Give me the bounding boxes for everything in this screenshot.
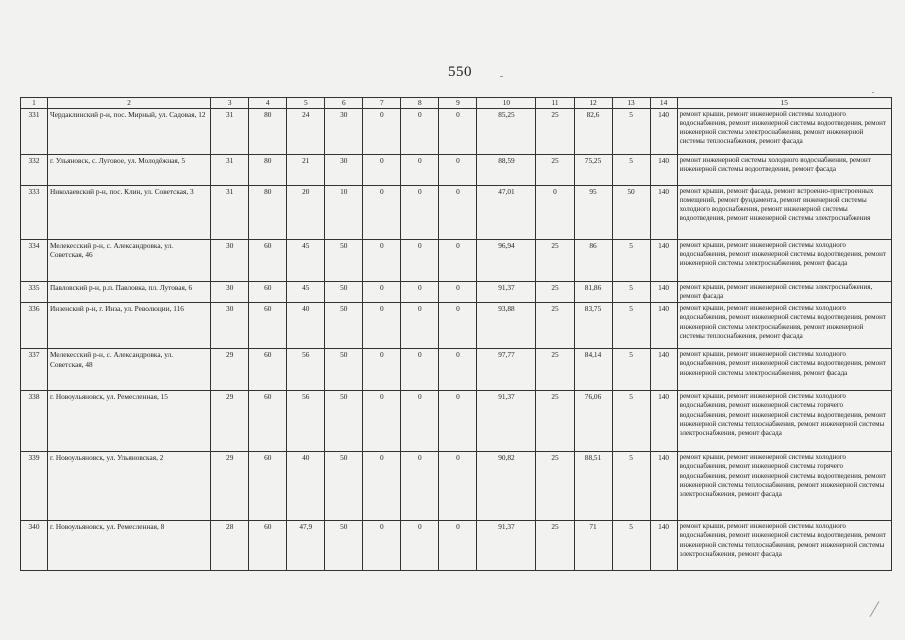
works-cell: ремонт крыши, ремонт инженерной системы холодного водоснабжения, ремонт инженерной системы водоотведения, ремонт инженерной системы электроснабжения, ремонт инженерной системы теплоснабжения, ремонт фасада: [677, 108, 891, 154]
value-cell: 0: [439, 452, 477, 521]
value-cell: 71: [574, 521, 612, 571]
value-cell: 140: [650, 281, 677, 302]
value-cell: 140: [650, 391, 677, 452]
value-cell: 0: [363, 281, 401, 302]
value-cell: 140: [650, 185, 677, 239]
value-cell: 76,06: [574, 391, 612, 452]
value-cell: 0: [439, 154, 477, 185]
value-cell: 29: [211, 349, 249, 391]
value-cell: 30: [211, 303, 249, 349]
works-cell: ремонт крыши, ремонт инженерной системы холодного водоснабжения, ремонт инженерной системы водоотведения, ремонт инженерной системы электроснабжения, ремонт фасада: [677, 349, 891, 391]
address-cell: Николаевский р-н, пос. Клин, ул. Советская, 3: [48, 185, 211, 239]
row-number-cell: 337: [21, 349, 48, 391]
value-cell: 50: [325, 239, 363, 281]
address-cell: г. Новоульяновск, ул. Ремесленная, 15: [48, 391, 211, 452]
value-cell: 56: [287, 349, 325, 391]
table-row: [21, 391, 892, 452]
address-cell: Мелекесский р-н, с. Александровка, ул. Советская, 48: [48, 349, 211, 391]
row-number-cell: 331: [21, 108, 48, 154]
value-cell: 83,75: [574, 303, 612, 349]
value-cell: 140: [650, 239, 677, 281]
repair-table: [20, 97, 892, 571]
value-cell: 5: [612, 281, 650, 302]
value-cell: 45: [287, 239, 325, 281]
value-cell: 90,82: [477, 452, 536, 521]
value-cell: 93,88: [477, 303, 536, 349]
value-cell: 30: [325, 108, 363, 154]
value-cell: 45: [287, 281, 325, 302]
value-cell: 25: [536, 349, 574, 391]
column-number: 5: [287, 98, 325, 109]
scan-speck: [870, 601, 880, 617]
value-cell: 50: [325, 521, 363, 571]
works-cell: ремонт крыши, ремонт инженерной системы холодного водоснабжения, ремонт инженерной системы горячего водоснабжения, ремонт инженерной системы водоотведения, ремонт инженерной системы теплоснабжения, ремонт инженерной системы электроснабжения, ремонт фасада: [677, 391, 891, 452]
row-number-cell: 332: [21, 154, 48, 185]
value-cell: 0: [439, 391, 477, 452]
value-cell: 31: [211, 108, 249, 154]
value-cell: 0: [363, 303, 401, 349]
works-cell: ремонт инженерной системы холодного водоснабжения, ремонт инженерной системы водоотведения, ремонт фасада: [677, 154, 891, 185]
table-row: [21, 303, 892, 349]
value-cell: 0: [401, 281, 439, 302]
value-cell: 81,86: [574, 281, 612, 302]
value-cell: 25: [536, 391, 574, 452]
column-number: 6: [325, 98, 363, 109]
address-cell: г. Ульяновск, с. Луговое, ул. Молодёжная, 5: [48, 154, 211, 185]
value-cell: 40: [287, 452, 325, 521]
value-cell: 0: [401, 239, 439, 281]
value-cell: 85,25: [477, 108, 536, 154]
value-cell: 0: [439, 185, 477, 239]
value-cell: 31: [211, 154, 249, 185]
value-cell: 97,77: [477, 349, 536, 391]
works-cell: ремонт крыши, ремонт инженерной системы электроснабжения, ремонт фасада: [677, 281, 891, 302]
value-cell: 86: [574, 239, 612, 281]
column-number: 10: [477, 98, 536, 109]
table-row: [21, 185, 892, 239]
value-cell: 0: [363, 391, 401, 452]
value-cell: 24: [287, 108, 325, 154]
row-number-cell: 335: [21, 281, 48, 302]
value-cell: 60: [249, 521, 287, 571]
value-cell: 20: [287, 185, 325, 239]
column-number: 14: [650, 98, 677, 109]
value-cell: 50: [325, 349, 363, 391]
value-cell: 140: [650, 349, 677, 391]
value-cell: 5: [612, 349, 650, 391]
value-cell: 75,25: [574, 154, 612, 185]
value-cell: 60: [249, 239, 287, 281]
value-cell: 0: [363, 349, 401, 391]
value-cell: 25: [536, 452, 574, 521]
page-number: 550: [448, 64, 472, 80]
value-cell: 30: [211, 281, 249, 302]
value-cell: 5: [612, 154, 650, 185]
address-cell: Инзенский р-н, г. Инза, ул. Революции, 116: [48, 303, 211, 349]
works-cell: ремонт крыши, ремонт инженерной системы холодного водоснабжения, ремонт инженерной системы горячего водоснабжения, ремонт инженерной системы водоотведения, ремонт инженерной системы теплоснабжения, ремонт инженерной системы электроснабжения, ремонт фасада: [677, 452, 891, 521]
value-cell: 88,51: [574, 452, 612, 521]
value-cell: 25: [536, 521, 574, 571]
value-cell: 0: [439, 108, 477, 154]
value-cell: 47,01: [477, 185, 536, 239]
value-cell: 60: [249, 303, 287, 349]
value-cell: 0: [439, 349, 477, 391]
works-cell: ремонт крыши, ремонт инженерной системы холодного водоснабжения, ремонт инженерной системы водоотведения, ремонт инженерной системы электроснабжения, ремонт фасада: [677, 239, 891, 281]
value-cell: 0: [363, 239, 401, 281]
value-cell: 31: [211, 185, 249, 239]
value-cell: 140: [650, 452, 677, 521]
value-cell: 96,94: [477, 239, 536, 281]
row-number-cell: 333: [21, 185, 48, 239]
value-cell: 0: [401, 154, 439, 185]
scan-speck: [872, 92, 874, 93]
row-number-cell: 334: [21, 239, 48, 281]
value-cell: 140: [650, 154, 677, 185]
value-cell: 21: [287, 154, 325, 185]
value-cell: 0: [363, 452, 401, 521]
column-number-row: [21, 98, 892, 109]
column-number: 3: [211, 98, 249, 109]
table-row: [21, 108, 892, 154]
table-row: [21, 349, 892, 391]
value-cell: 0: [439, 281, 477, 302]
value-cell: 91,37: [477, 521, 536, 571]
value-cell: 0: [401, 303, 439, 349]
value-cell: 80: [249, 108, 287, 154]
column-number: 7: [363, 98, 401, 109]
address-cell: Павловский р-н, р.п. Павловка, пл. Лутовая, 6: [48, 281, 211, 302]
value-cell: 60: [249, 452, 287, 521]
value-cell: 140: [650, 108, 677, 154]
row-number-cell: 340: [21, 521, 48, 571]
value-cell: 5: [612, 108, 650, 154]
column-number: 12: [574, 98, 612, 109]
address-cell: Мелекесский р-н, с. Александровка, ул. Советская, 46: [48, 239, 211, 281]
value-cell: 10: [325, 185, 363, 239]
value-cell: 0: [401, 452, 439, 521]
value-cell: 140: [650, 521, 677, 571]
value-cell: 0: [401, 108, 439, 154]
value-cell: 25: [536, 303, 574, 349]
value-cell: 47,9: [287, 521, 325, 571]
table-row: [21, 452, 892, 521]
column-number: 13: [612, 98, 650, 109]
works-cell: ремонт крыши, ремонт фасада, ремонт встроенно-пристроенных помещений, ремонт фундамента, ремонт инженерной системы холодного водоснабжения, ремонт инженерной системы водоотведения, ремонт инженерной системы электроснабжения: [677, 185, 891, 239]
address-cell: г. Новоульяновск, ул. Ремесленная, 8: [48, 521, 211, 571]
value-cell: 30: [211, 239, 249, 281]
value-cell: 0: [363, 108, 401, 154]
value-cell: 60: [249, 281, 287, 302]
value-cell: 5: [612, 452, 650, 521]
value-cell: 25: [536, 239, 574, 281]
value-cell: 5: [612, 391, 650, 452]
value-cell: 0: [401, 521, 439, 571]
row-number-cell: 338: [21, 391, 48, 452]
value-cell: 29: [211, 391, 249, 452]
value-cell: 80: [249, 185, 287, 239]
value-cell: 88,59: [477, 154, 536, 185]
column-number: 11: [536, 98, 574, 109]
value-cell: 0: [363, 154, 401, 185]
column-number: 9: [439, 98, 477, 109]
value-cell: 5: [612, 303, 650, 349]
column-number: 2: [48, 98, 211, 109]
value-cell: 60: [249, 391, 287, 452]
value-cell: 5: [612, 521, 650, 571]
value-cell: 0: [401, 349, 439, 391]
value-cell: 84,14: [574, 349, 612, 391]
value-cell: 5: [612, 239, 650, 281]
table-row: [21, 239, 892, 281]
value-cell: 0: [439, 303, 477, 349]
table-row: [21, 154, 892, 185]
value-cell: 0: [536, 185, 574, 239]
table-row: [21, 281, 892, 302]
column-number: 1: [21, 98, 48, 109]
value-cell: 50: [612, 185, 650, 239]
works-cell: ремонт крыши, ремонт инженерной системы холодного водоснабжения, ремонт инженерной системы водоотведения, ремонт инженерной системы электроснабжения, ремонт инженерной системы теплоснабжения, ремонт фасада: [677, 303, 891, 349]
value-cell: 60: [249, 349, 287, 391]
table-row: [21, 521, 892, 571]
value-cell: 28: [211, 521, 249, 571]
value-cell: 50: [325, 391, 363, 452]
value-cell: 91,37: [477, 281, 536, 302]
column-number: 4: [249, 98, 287, 109]
value-cell: 50: [325, 281, 363, 302]
value-cell: 0: [401, 185, 439, 239]
value-cell: 95: [574, 185, 612, 239]
value-cell: 25: [536, 108, 574, 154]
value-cell: 0: [363, 521, 401, 571]
value-cell: 40: [287, 303, 325, 349]
value-cell: 25: [536, 154, 574, 185]
value-cell: 29: [211, 452, 249, 521]
column-number: 8: [401, 98, 439, 109]
value-cell: 50: [325, 452, 363, 521]
value-cell: 50: [325, 303, 363, 349]
address-cell: Чердаклинский р-н, пос. Мирный, ул. Садовая, 12: [48, 108, 211, 154]
scan-speck: [500, 76, 503, 77]
row-number-cell: 336: [21, 303, 48, 349]
address-cell: г. Новоульяновск, ул. Ульяновская, 2: [48, 452, 211, 521]
value-cell: 140: [650, 303, 677, 349]
value-cell: 82,6: [574, 108, 612, 154]
column-number: 15: [677, 98, 891, 109]
row-number-cell: 339: [21, 452, 48, 521]
value-cell: 25: [536, 281, 574, 302]
works-cell: ремонт крыши, ремонт инженерной системы холодного водоснабжения, ремонт инженерной системы водоотведения, ремонт инженерной системы теплоснабжения, ремонт инженерной системы электроснабжения, ремонт фасада: [677, 521, 891, 571]
value-cell: 30: [325, 154, 363, 185]
value-cell: 0: [401, 391, 439, 452]
value-cell: 56: [287, 391, 325, 452]
value-cell: 0: [439, 521, 477, 571]
value-cell: 80: [249, 154, 287, 185]
value-cell: 91,37: [477, 391, 536, 452]
value-cell: 0: [439, 239, 477, 281]
value-cell: 0: [363, 185, 401, 239]
